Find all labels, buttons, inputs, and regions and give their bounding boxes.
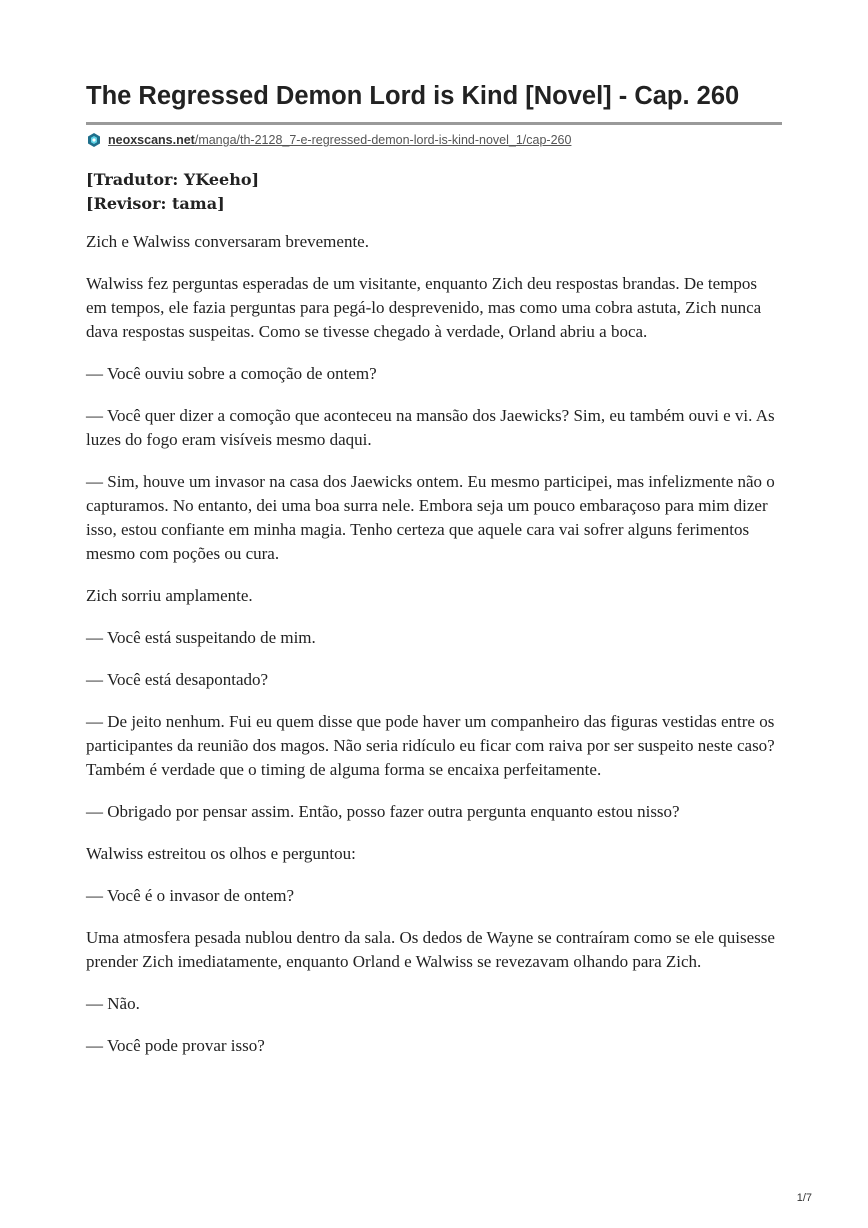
page-title: The Regressed Demon Lord is Kind [Novel] - Cap. 260 <box>86 82 740 110</box>
credits <box>86 168 782 216</box>
paragraph: — Você está desapontado? <box>86 670 269 689</box>
source-path: /manga/th-2128_7-e-regressed-demon-lord-is-kind-novel_1/cap-260 <box>194 133 572 147</box>
paragraph: — Você pode provar isso? <box>86 1036 265 1055</box>
paragraph: — Você está suspeitando de mim. <box>86 628 316 647</box>
source-link[interactable] <box>108 133 571 147</box>
paragraph: — De jeito nenhum. Fui eu quem disse que pode haver um companheiro das figuras vestidas entre os participantes da reunião dos magos. Não seria ridículo eu ficar com raiva por ser suspeito neste caso? Também é verdade que o timing de alguma forma se encaixa perfeitamente. <box>86 712 775 779</box>
source-domain: neoxscans.net <box>108 133 195 147</box>
source-line <box>86 130 782 150</box>
paragraph: Zich e Walwiss conversaram brevemente. <box>86 232 369 251</box>
paragraph: — Você é o invasor de ontem? <box>86 886 295 905</box>
paragraph: — Não. <box>86 994 140 1013</box>
paragraph: — Você quer dizer a comoção que aconteceu na mansão dos Jaewicks? Sim, eu também ouvi e vi. As luzes do fogo eram visíveis mesmo daqui. <box>86 406 775 449</box>
paragraph: — Você ouviu sobre a comoção de ontem? <box>86 364 377 383</box>
paragraph: Zich sorriu amplamente. <box>86 586 253 605</box>
page-number: 1/7 <box>796 1192 812 1204</box>
paragraph: Uma atmosfera pesada nublou dentro da sala. Os dedos de Wayne se contraíram como se ele quisesse prender Zich imediatamente, enquanto Orland e Walwiss se revezavam olhando para Zich. <box>86 928 775 971</box>
document-page <box>86 78 782 1076</box>
site-favicon-icon <box>86 132 102 148</box>
paragraph: Walwiss fez perguntas esperadas de um visitante, enquanto Zich deu respostas brandas. De tempos em tempos, ele fazia perguntas para pegá-lo desprevenido, mas como uma cobra astuta, Zich nunca dava respostas suspeitas. Como se tivesse chegado à verdade, Orland abriu a boca. <box>86 274 762 341</box>
paragraph: — Sim, houve um invasor na casa dos Jaewicks ontem. Eu mesmo participei, mas infelizmente não o capturamos. No entanto, dei uma boa surra nele. Embora seja um pouco embaraçoso para mim dizer isso, estou confiante em minha magia. Tenho certeza que aquele cara vai sofrer alguns ferimentos mesmo com poções ou cura. <box>86 472 775 563</box>
paragraph: Walwiss estreitou os olhos e perguntou: <box>86 844 356 863</box>
reviewer-credit: [Revisor: tama] <box>86 194 225 213</box>
paragraph: — Obrigado por pensar assim. Então, posso fazer outra pergunta enquanto estou nisso? <box>86 802 680 821</box>
title-divider <box>86 122 782 125</box>
translator-credit: [Tradutor: YKeeho] <box>86 170 260 189</box>
chapter-text <box>86 230 782 1058</box>
